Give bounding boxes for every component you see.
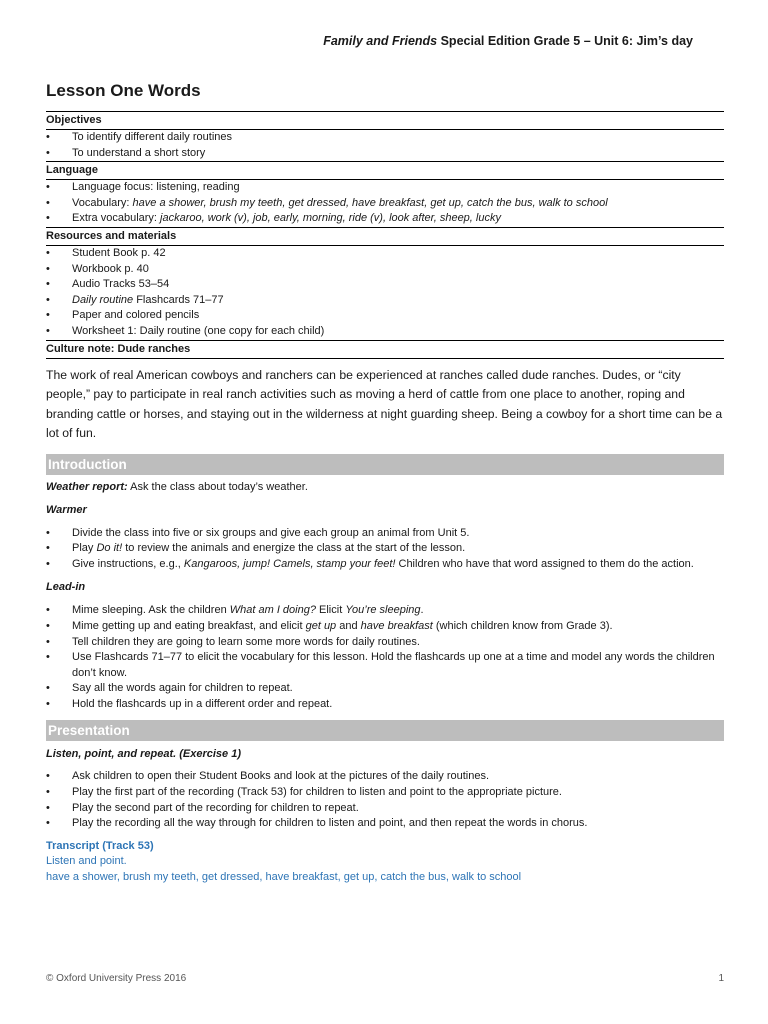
list-item: • Divide the class into five or six groups and give each group an animal from Unit 5. <box>46 526 724 542</box>
text-run: (which children know from Grade 3). <box>432 619 613 632</box>
language-list <box>46 180 724 227</box>
list-item <box>46 541 724 557</box>
weather-label: Weather report: <box>46 480 128 493</box>
text-run: . <box>420 604 424 617</box>
extra-vocab-label: Extra vocabulary: <box>72 212 161 225</box>
list-item: • Hold the flashcards up in a different order and repeat. <box>46 697 724 713</box>
leadin-heading: Lead-in <box>46 581 86 594</box>
weather-report <box>46 480 724 495</box>
flashcards-range: Flashcards 71–77 <box>133 293 224 306</box>
phrase: get up <box>305 619 337 632</box>
running-header <box>323 34 693 48</box>
list-item: • Workbook p. 40 <box>46 262 724 278</box>
list-item: • Play the second part of the recording for children to repeat. <box>46 801 724 817</box>
list-item: • Use Flashcards 71–77 to elicit the vocabulary for this lesson. Hold the flashcards up one at a time and model any words the children don’t know. <box>46 650 724 681</box>
lesson-title: Lesson One Words <box>46 81 201 100</box>
transcript-line: have a shower, brush my teeth, get dressed, have breakfast, get up, catch the bus, walk to school <box>46 871 522 884</box>
answer: You’re sleeping <box>345 604 421 617</box>
example-instructions: Kangaroos, jump! Camels, stamp your feet! <box>183 557 396 570</box>
presentation-list <box>46 769 724 831</box>
list-item: • Student Book p. 42 <box>46 246 724 262</box>
list-item <box>46 557 724 573</box>
culture-note-text: The work of real American cowboys and ranchers can be experienced at ranches called dude ranches. Dudes, or “city people,” pay to participate in real ranch activities such as moving a herd of cattle from one place to another, roping and branding cattle or horses, and staying out in the wilderness at night guarding sheep. Being a cowboy for a short time can be a lot of fun. <box>46 367 723 441</box>
list-item: • Tell children they are going to learn some more words for daily routines. <box>46 635 724 651</box>
page-number: 1 <box>718 973 724 984</box>
presentation-band: Presentation <box>46 720 724 741</box>
header-book-title: Family and Friends <box>323 34 438 48</box>
list-item: • Paper and colored pencils <box>46 308 724 324</box>
list-item: • Worksheet 1: Daily routine (one copy for each child) <box>46 324 724 340</box>
phrase: have breakfast <box>360 619 433 632</box>
warmer-heading: Warmer <box>46 503 87 516</box>
list-item: • Audio Tracks 53–54 <box>46 277 724 293</box>
list-item: • Language focus: listening, reading <box>46 180 724 196</box>
list-item <box>46 603 724 619</box>
objectives-heading: Objectives <box>46 111 724 130</box>
game-name: Do it! <box>96 542 123 555</box>
vocab-label: Vocabulary: <box>72 196 133 209</box>
list-item: • Play the recording all the way through for children to listen and point, and then repeat the words in chorus. <box>46 816 724 832</box>
objectives-list <box>46 130 724 161</box>
resources-list <box>46 246 724 340</box>
flashcards-title: Daily routine <box>72 293 134 306</box>
resources-heading: Resources and materials <box>46 227 724 246</box>
language-heading: Language <box>46 161 724 180</box>
text-run: Children who have that word assigned to them do the action. <box>395 557 694 570</box>
list-item: • To understand a short story <box>46 146 724 162</box>
transcript-line: Listen and point. <box>46 855 127 868</box>
question: What am I doing? <box>229 604 316 617</box>
list-item <box>46 196 724 212</box>
list-item <box>46 211 724 227</box>
lesson-content <box>46 111 724 886</box>
warmer-list <box>46 526 724 573</box>
text-run: Play <box>72 542 97 555</box>
text-run: Give instructions, e.g., <box>72 557 184 570</box>
extra-vocab-words: jackaroo, work (v), job, early, morning, ride (v), look after, sheep, lucky <box>160 212 501 225</box>
list-item: • To identify different daily routines <box>46 130 724 146</box>
leadin-list <box>46 603 724 712</box>
text-run: Mime sleeping. Ask the children <box>72 604 230 617</box>
list-item: • Say all the words again for children to repeat. <box>46 681 724 697</box>
exercise-heading: Listen, point, and repeat. (Exercise 1) <box>46 748 241 761</box>
culture-note-heading: Culture note: Dude ranches <box>46 340 724 359</box>
list-item: • Play the first part of the recording (Track 53) for children to listen and point to the appropriate picture. <box>46 785 724 801</box>
copyright: © Oxford University Press 2016 <box>46 973 187 984</box>
list-item: • Ask children to open their Student Books and look at the pictures of the daily routines. <box>46 769 724 785</box>
introduction-band: Introduction <box>46 454 724 475</box>
transcript-heading: Transcript (Track 53) <box>46 839 154 852</box>
text-run: and <box>336 619 361 632</box>
vocab-words: have a shower, brush my teeth, get dressed, have breakfast, get up, catch the bus, walk to school <box>132 196 608 209</box>
list-item <box>46 619 724 635</box>
header-unit: Special Edition Grade 5 – Unit 6: Jim’s day <box>437 34 693 48</box>
text-run: Elicit <box>315 604 346 617</box>
text-run: Mime getting up and eating breakfast, and elicit <box>72 619 306 632</box>
text-run: to review the animals and energize the class at the start of the lesson. <box>122 542 466 555</box>
weather-text: Ask the class about today’s weather. <box>127 480 308 493</box>
list-item <box>46 293 724 309</box>
